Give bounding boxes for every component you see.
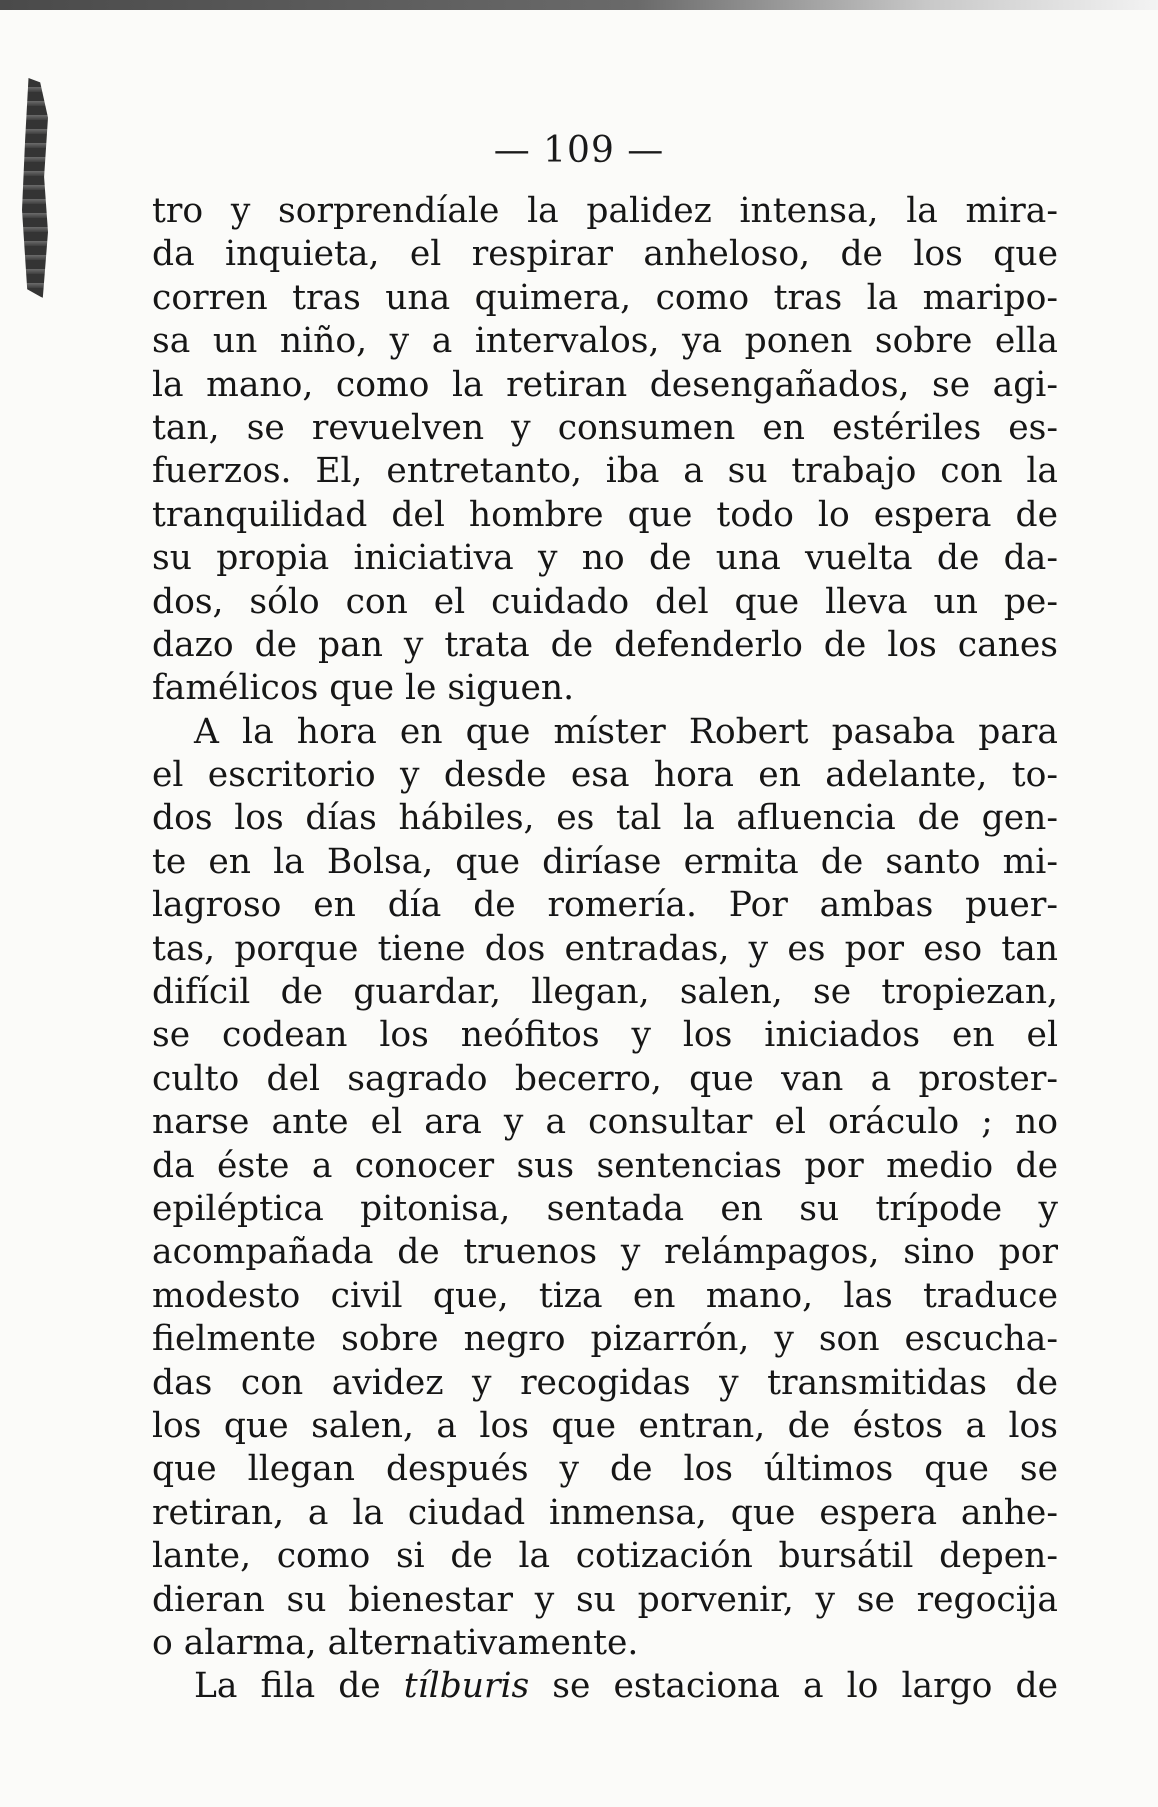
text-line: se codean los neófitos y los iniciados en el bbox=[152, 1015, 1058, 1056]
text-line: dazo de pan y trata de defenderlo de los canes bbox=[152, 624, 1058, 665]
text-line: lagroso en día de romería. Por ambas puer- bbox=[152, 885, 1058, 926]
text-line: dieran su bienestar y su porvenir, y se regocija bbox=[152, 1579, 1058, 1620]
text-line: fuerzos. El, entretanto, iba a su trabajo con la bbox=[152, 451, 1058, 492]
text-line: tas, porque tiene dos entradas, y es por eso tan bbox=[152, 928, 1058, 969]
text-line: tro y sorprendíale la palidez intensa, la mira- bbox=[152, 191, 1058, 231]
text-line: da inquieta, el respirar anheloso, de los que bbox=[152, 234, 1058, 275]
text-line: te en la Bolsa, que diríase ermita de santo mi- bbox=[152, 841, 1058, 882]
text-run: se estaciona a lo largo de bbox=[529, 1666, 1058, 1707]
text-line: la mano, como la retiran desengañados, se agi- bbox=[152, 364, 1058, 405]
text-line: epiléptica pitonisa, sentada en su trípode y bbox=[152, 1188, 1058, 1229]
text-line: que llegan después y de los últimos que se bbox=[152, 1449, 1058, 1490]
text-line: acompañada de truenos y relámpagos, sino por bbox=[152, 1232, 1058, 1273]
text-line: los que salen, a los que entran, de éstos a los bbox=[152, 1405, 1058, 1446]
text-line: retiran, a la ciudad inmensa, que espera anhe- bbox=[152, 1492, 1058, 1533]
text-line: das con avidez y recogidas y transmitidas de bbox=[152, 1362, 1058, 1403]
text-line bbox=[152, 1665, 1058, 1708]
text-line: difícil de guardar, llegan, salen, se tropiezan, bbox=[152, 972, 1058, 1013]
text-line: el escritorio y desde esa hora en adelante, to- bbox=[152, 755, 1058, 796]
text-line: lante, como si de la cotización bursátil depen- bbox=[152, 1536, 1058, 1577]
text-line: dos los días hábiles, es tal la afluencia de gen- bbox=[152, 798, 1058, 839]
text-line: culto del sagrado becerro, que van a proster- bbox=[152, 1058, 1058, 1099]
text-line: dos, sólo con el cuidado del que lleva un pe- bbox=[152, 581, 1058, 622]
text-line: fielmente sobre negro pizarrón, y son escucha- bbox=[152, 1319, 1058, 1360]
text-line: corren tras una quimera, como tras la maripo- bbox=[152, 277, 1058, 318]
binding-ink-mark bbox=[22, 78, 48, 298]
text-line: sa un niño, y a intervalos, ya ponen sobre ella bbox=[152, 321, 1058, 362]
italic-term: tílburis bbox=[403, 1666, 530, 1707]
text-line: A la hora en que míster Robert pasaba para bbox=[194, 711, 1058, 752]
text-line: narse ante el ara y a consultar el oráculo ; no bbox=[152, 1102, 1058, 1143]
text-run: La fila de bbox=[194, 1666, 404, 1707]
text-line: da éste a conocer sus sentencias por medio de bbox=[152, 1145, 1058, 1186]
text-line: tan, se revuelven y consumen en estériles es- bbox=[152, 407, 1058, 448]
text-line: modesto civil que, tiza en mano, las traduce bbox=[152, 1275, 1058, 1316]
top-edge-shadow bbox=[0, 0, 1158, 10]
text-line: tranquilidad del hombre que todo lo espera de bbox=[152, 494, 1058, 535]
body-text bbox=[152, 190, 1058, 1709]
text-line: famélicos que le siguen. bbox=[152, 668, 575, 709]
page-number: — 109 — bbox=[493, 130, 665, 171]
text-line: o alarma, alternativamente. bbox=[152, 1622, 639, 1663]
text-line: su propia iniciativa y no de una vuelta de da- bbox=[152, 538, 1058, 579]
